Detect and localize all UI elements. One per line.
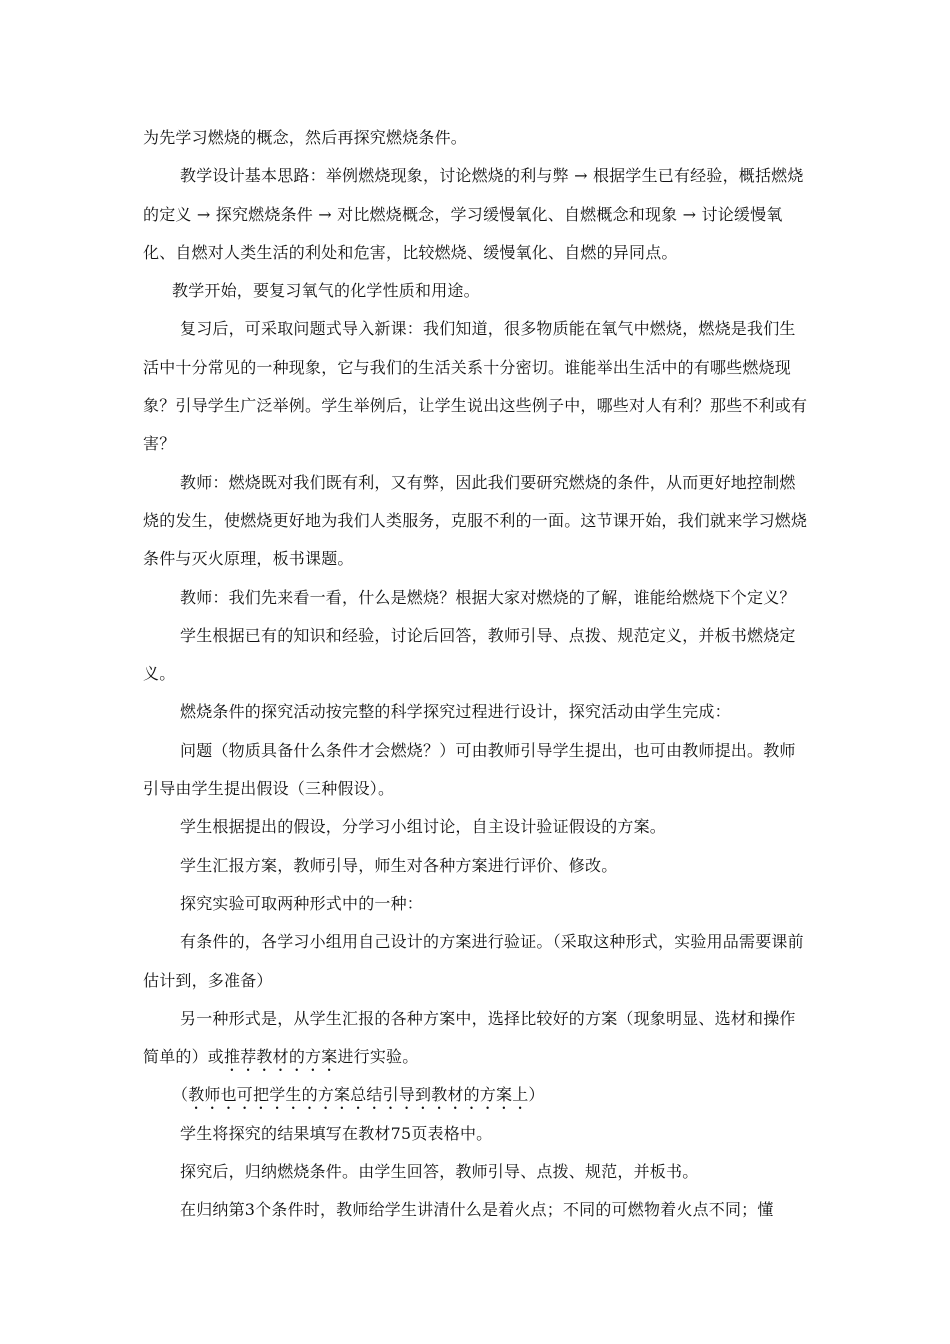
paragraph-teacher-note — [143, 1076, 808, 1114]
paragraph-form-one: 有条件的，各学习小组用自己设计的方案进行验证。（采取这种形式，实验用品需要课前估计到，多准备） — [143, 932, 804, 990]
note-close-paren: ） — [528, 1085, 545, 1105]
paragraph-inquiry-design: 燃烧条件的探究活动按完整的科学探究过程进行设计，探究活动由学生完成： — [180, 702, 731, 722]
paragraph-record-results: 学生将探究的结果填写在教材75页表格中。 — [180, 1123, 493, 1143]
form-two-tail: 进行实验。 — [337, 1047, 419, 1067]
paragraph-form-two — [143, 1000, 808, 1077]
paragraph-teacher-topic: 教师：燃烧既对我们既有利，又有弊，因此我们要研究燃烧的条件，从而更好地控制燃烧的发生，使燃烧更好地为我们人类服务，克服不利的一面。这节课开始，我们就来学习燃烧条件与灭火原理，板书课题。 — [143, 472, 808, 569]
body-text — [143, 119, 808, 1230]
paragraph-lesson-start: 教学开始，要复习氧气的化学性质和用途。 — [172, 281, 480, 301]
paragraph-group-design: 学生根据提出的假设，分学习小组讨论，自主设计验证假设的方案。 — [180, 817, 667, 837]
paragraph-continuation: 为先学习燃烧的概念，然后再探究燃烧条件。 — [143, 128, 468, 147]
paragraph-student-definition: 学生根据已有的知识和经验，讨论后回答，教师引导、点拨、规范定义，并板书燃烧定义。 — [143, 625, 796, 684]
form-two-lead: 另一种形式是，从学生汇报的各种方案中，选择比较好的方案（现象明显、选材和操作简单的）或 — [143, 1008, 796, 1067]
paragraph-summarize-conditions: 探究后，归纳燃烧条件。由学生回答，教师引导、点拨、规范，并板书。 — [180, 1162, 699, 1182]
paragraph-review-intro: 复习后，可采取问题式导入新课：我们知道，很多物质能在氧气中燃烧，燃烧是我们生活中十分常见的一种现象，它与我们的生活关系十分密切。谁能举出生活中的有哪些燃烧现象？引导学生广泛举例。学生举例后，让学生说出这些例子中，哪些对人有利？那些不利或有害？ — [143, 319, 808, 454]
note-open-paren: （ — [172, 1085, 189, 1105]
paragraph-report-plan: 学生汇报方案，教师引导，师生对各种方案进行评价、修改。 — [180, 855, 618, 875]
paragraph-two-forms: 探究实验可取两种形式中的一种： — [180, 893, 424, 913]
emphasis-recommend-textbook: 推荐教材的方案 — [224, 1047, 338, 1067]
emphasis-teacher-note: 教师也可把学生的方案总结引导到教材的方案上 — [188, 1085, 529, 1105]
paragraph-teacher-question: 教师：我们先来看一看，什么是燃烧？根据大家对燃烧的了解，谁能给燃烧下个定义？ — [180, 587, 796, 607]
paragraph-question-hypothesis: 问题（物质具备什么条件才会燃烧？）可由教师引导学生提出，也可由教师提出。教师引导由学生提出假设（三种假设）。 — [143, 740, 796, 799]
paragraph-design-idea: 教学设计基本思路：举例燃烧现象，讨论燃烧的利与弊 → 根据学生已有经验，概括燃烧的定义 → 探究燃烧条件 → 对比燃烧概念，学习缓慢氧化、自燃概念和现象 → 讨论缓慢氧化、自燃对人类生活的利处和危害，比较燃烧、缓慢氧化、自燃的异同点。 — [143, 166, 804, 262]
paragraph-ignition-point: 在归纳第3个条件时，教师给学生讲清什么是着火点；不同的可燃物着火点不同；懂 — [180, 1200, 774, 1220]
